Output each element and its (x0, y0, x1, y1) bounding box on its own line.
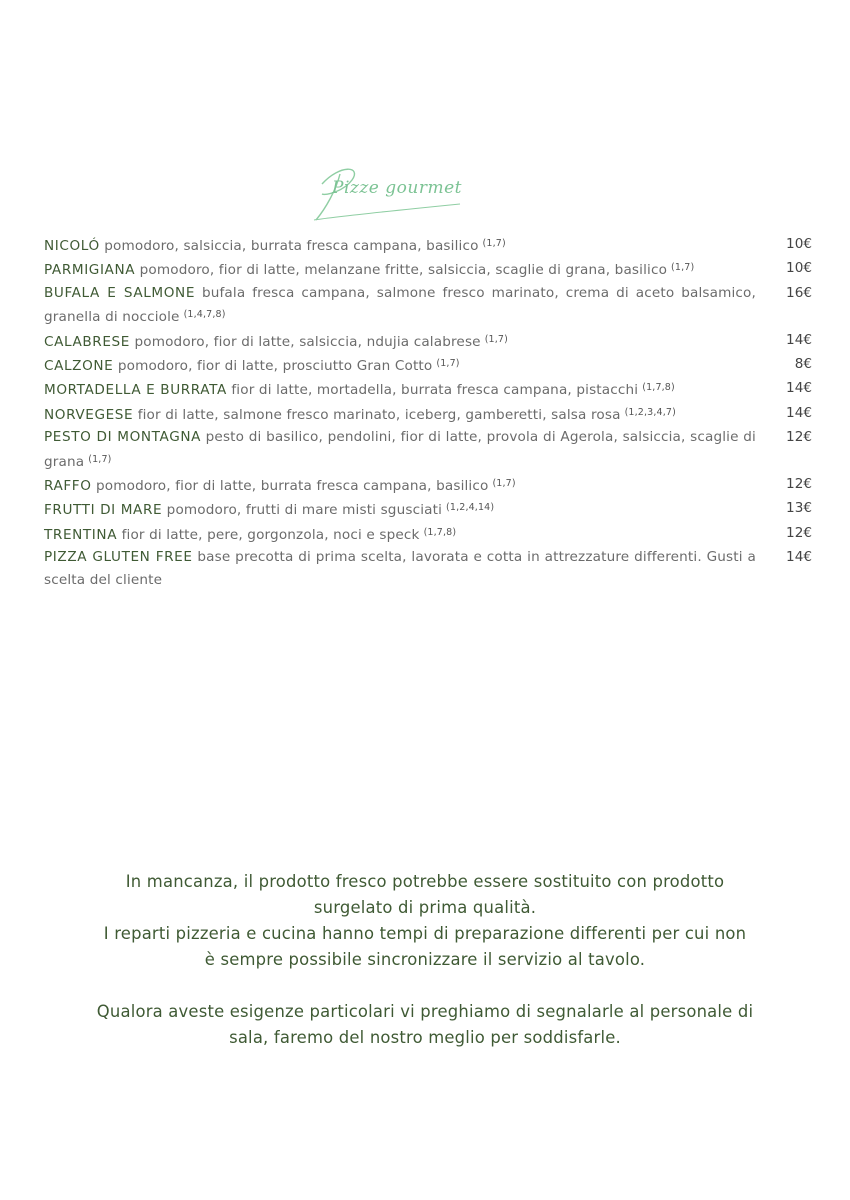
item-allergens: (1,7) (492, 478, 516, 490)
item-name: RAFFO (44, 478, 92, 495)
item-allergens: (1,7) (436, 358, 460, 370)
item-name: BUFALA E SALMONE (44, 284, 196, 301)
item-description: pomodoro, fior di latte, salsiccia, ndujia calabrese (134, 333, 481, 350)
item-allergens: (1,4,7,8) (183, 309, 226, 321)
item-allergens: (1,7,8) (423, 526, 457, 538)
item-name: MORTADELLA E BURRATA (44, 382, 227, 399)
menu-item (44, 257, 812, 281)
note-line: I reparti pizzeria e cucina hanno tempi di preparazione differenti per cui non (103, 924, 747, 943)
item-description: base precotta di prima scelta, lavorata e cotta in attrezzature differenti. Gusti a scelta del cliente (44, 549, 756, 588)
item-description: bufala fresca campana, salmone fresco marinato, crema di aceto balsamico, granella di nocciole (44, 284, 756, 326)
section-title (300, 158, 480, 228)
item-price: 13€ (786, 500, 812, 517)
menu-item (44, 426, 812, 473)
note-line: Qualora aveste esigenze particolari vi preghiamo di segnalarle al personale di (96, 1002, 754, 1021)
item-description: fior di latte, salmone fresco marinato, iceberg, gamberetti, salsa rosa (137, 406, 621, 423)
note-line: surgelato di prima qualità. (313, 898, 537, 917)
item-name: PESTO DI MONTAGNA (44, 429, 201, 446)
item-price: 14€ (786, 380, 812, 397)
menu-item (44, 497, 812, 521)
item-description: pomodoro, salsiccia, burrata fresca campana, basilico (104, 238, 479, 254)
note-line: è sempre possibile sincronizzare il servizio al tavolo. (204, 950, 646, 969)
item-name: FRUTTI DI MARE (44, 502, 163, 519)
menu-item (44, 402, 812, 426)
item-allergens: (1,7) (671, 262, 695, 274)
item-allergens: (1,7,8) (642, 382, 675, 394)
item-price: 12€ (786, 524, 812, 541)
item-price: 14€ (786, 331, 812, 348)
item-price: 14€ (786, 549, 812, 566)
item-name: TRENTINA (44, 526, 118, 543)
menu-item (44, 522, 812, 546)
menu-item (44, 282, 812, 329)
item-name: NICOLÓ (44, 238, 100, 254)
footer-notes (60, 869, 790, 1051)
menu-item (44, 353, 812, 377)
item-price: 10€ (786, 260, 812, 277)
menu-item (44, 329, 812, 353)
item-description: pomodoro, fior di latte, melanzane fritte, salsiccia, scaglie di grana, basilico (139, 262, 668, 279)
item-allergens: (1,7) (482, 238, 506, 249)
menu-item (44, 546, 812, 591)
item-price: 12€ (786, 476, 812, 493)
item-price: 16€ (786, 284, 812, 301)
section-title-text: Pizze gourmet (332, 178, 462, 198)
item-name: PARMIGIANA (44, 262, 136, 279)
item-name: CALZONE (44, 358, 114, 375)
item-name: PIZZA GLUTEN FREE (44, 549, 193, 566)
note-line: In mancanza, il prodotto fresco potrebbe essere sostituito con prodotto (125, 872, 725, 891)
item-allergens: (1,2,4,14) (446, 502, 495, 514)
item-allergens: (1,2,3,4,7) (624, 406, 676, 418)
note-spacer (60, 973, 790, 999)
note-line: sala, faremo del nostro meglio per soddisfarle. (229, 1028, 621, 1047)
item-name: CALABRESE (44, 333, 130, 350)
item-allergens: (1,7) (484, 333, 508, 345)
item-description: pesto di basilico, pendolini, fior di latte, provola di Agerola, salsiccia, scaglie di grana (44, 429, 756, 470)
menu-item (44, 377, 812, 401)
item-description: pomodoro, fior di latte, prosciutto Gran Cotto (117, 358, 433, 375)
item-description: pomodoro, fior di latte, burrata fresca campana, basilico (96, 478, 489, 495)
item-price: 10€ (786, 236, 812, 252)
item-price: 8€ (794, 356, 812, 373)
menu-item (44, 473, 812, 497)
item-description: fior di latte, mortadella, burrata fresca campana, pistacchi (231, 382, 639, 399)
item-allergens: (1,7) (88, 453, 112, 465)
item-name: NORVEGESE (44, 406, 134, 423)
item-description: pomodoro, frutti di mare misti sgusciati (166, 502, 443, 519)
menu-item (44, 233, 812, 257)
item-description: fior di latte, pere, gorgonzola, noci e speck (121, 526, 420, 543)
pizza-list (44, 233, 812, 591)
item-price: 14€ (786, 404, 812, 421)
item-price: 12€ (786, 429, 812, 446)
